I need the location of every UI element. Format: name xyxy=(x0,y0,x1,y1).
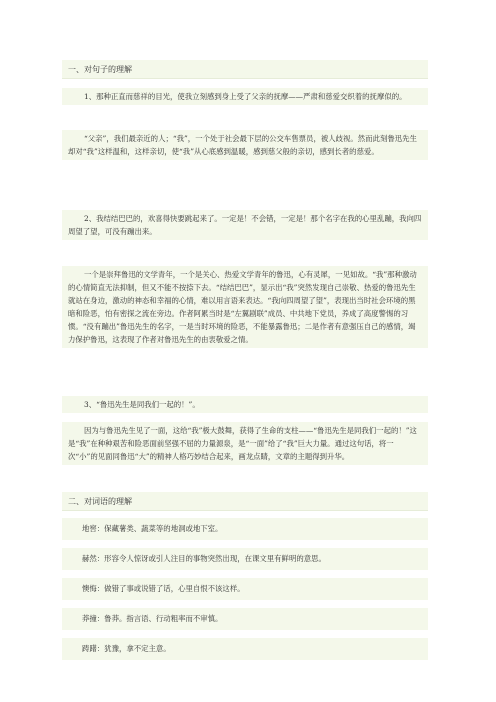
list-item xyxy=(62,422,428,465)
list-item xyxy=(62,210,428,240)
list-item xyxy=(62,88,428,105)
list-item xyxy=(62,130,428,160)
list-item xyxy=(62,396,428,413)
section-heading-words: 二、对词语的理解 xyxy=(62,492,428,510)
explanation-1: “父亲”，我们最亲近的人；“我”，一个处于社会最下层的公交车售票员，被人歧视。然而此刻鲁迅先生却对“我”这样温和，这样亲切，使“我”从心底感到温暖，感到慈父般的亲切，感到长者的慈爱。 xyxy=(68,134,417,156)
term-item: 赫然：形容令人惊讶或引人注目的事物突然出现，在课文里有鲜明的意思。 xyxy=(62,548,428,570)
section-heading-sentences: 一、对句子的理解 xyxy=(62,60,428,78)
sentence-2: 2、我结结巴巴的，欢喜得快要跳起来了。一定是！不会错，一定是！那个名字在我的心里乱蹦，我向四周望了望，可没有蹦出来。 xyxy=(68,214,422,236)
term-item: 懊悔：做错了事或说错了话，心里自恨不该这样。 xyxy=(62,578,428,600)
divider xyxy=(62,510,428,511)
list-item xyxy=(62,266,428,348)
sentence-1: 1、那种正直而慈祥的目光，使我立刻感到身上受了父亲的抚摩——严肃和慈爱交织着的抚摩似的。 xyxy=(84,92,407,101)
explanation-2: 一个是崇拜鲁迅的文学青年，一个是关心、热爱文学青年的鲁迅，心有灵犀，一见如故。“我”那种激动的心情简直无法抑制，但又不能不按捺下去。“结结巴巴”，显示出“我”突然发现自己崇敬、热爱的鲁迅先生就站在身边，激动的神态和幸福的心情，难以用言语来表达。“我向四周望了望”，表现出当时社会环境的黑暗和险恶，怕有密探之流在旁边。作者阿累当时是“左翼剧联”成员、中共地下党员，养成了高度警惕的习惯。“没有蹦出”鲁迅先生的名字，一是当时环境的险恶，不能暴露鲁迅；二是作者有意强压自己的感情，竭力保护鲁迅，这表现了作者对鲁迅先生的由衷敬爱之情。 xyxy=(68,270,417,344)
term-item: 地窖：保藏薯类、蔬菜等的地洞或地下室。 xyxy=(62,518,428,540)
term-item: 踌躇：犹豫，拿不定主意。 xyxy=(62,638,428,660)
divider xyxy=(62,78,428,79)
sentence-3: 3、“鲁迅先生是同我们一起的！”。 xyxy=(84,400,200,409)
explanation-3: 因为与鲁迅先生见了一面，这给“我”极大鼓舞，获得了生命的支柱——“鲁迅先生是同我们一起的！”这是“我”在种种艰苦和险恶面前坚强不屈的力量源泉，是“一面”给了“我”巨大力量。通过这句话，将一次“小”的见面同鲁迅“大”的精神人格巧妙结合起来，画龙点睛，文章的主题得到升华。 xyxy=(68,426,417,461)
term-item: 莽撞：鲁莽。指言语、行动粗率而不审慎。 xyxy=(62,608,428,630)
